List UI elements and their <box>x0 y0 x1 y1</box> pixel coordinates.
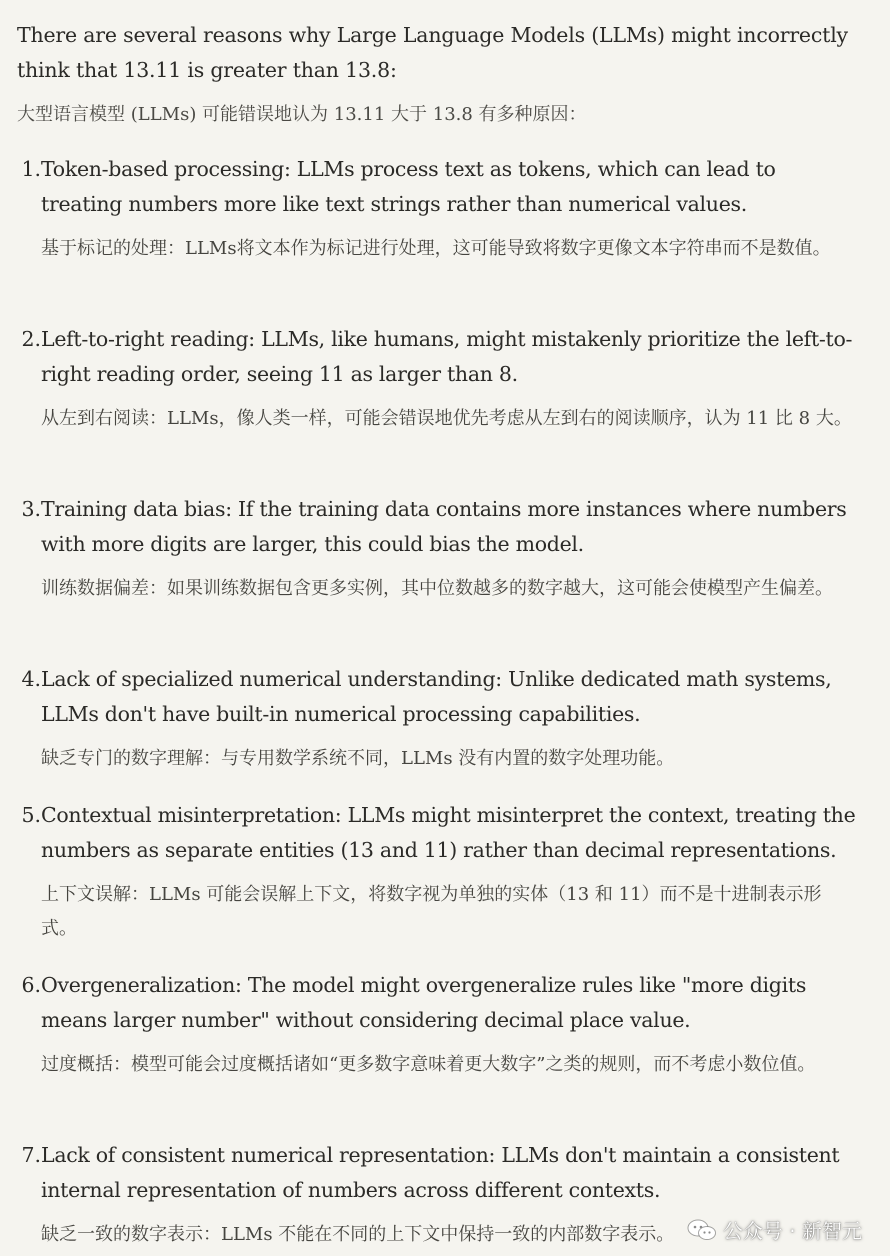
item-english: Lack of consistent numerical representation: LLMs don't maintain a consistent internal representation of numbers across different contexts. <box>41 1143 840 1202</box>
item-english: Lack of specialized numerical understanding: Unlike dedicated math systems, LLMs don't have built-in numerical processing capabilities. <box>41 667 832 726</box>
intro-english: There are several reasons why Large Language Models (LLMs) might incorrectly think that 13.11 is greater than 13.8: <box>17 23 848 82</box>
intro-chinese: 大型语言模型 (LLMs) 可能错误地认为 13.11 大于 13.8 有多种原因： <box>17 104 587 125</box>
item-number: 2. <box>21 327 41 351</box>
item-chinese: 过度概括：模型可能会过度概括诸如“更多数字意味着更大数字”之类的规则，而不考虑小数位值。 <box>41 1054 816 1075</box>
item-chinese: 从左到右阅读：LLMs，像人类一样，可能会错误地优先考虑从左到右的阅读顺序，认为 11 比 8 大。 <box>41 408 852 429</box>
item-number: 5. <box>21 803 41 827</box>
item-chinese: 上下文误解：LLMs 可能会误解上下文，将数字视为单独的实体（13 和 11）而不是十进制表示形式。 <box>41 884 822 939</box>
document-body <box>17 18 877 129</box>
item-chinese: 缺乏专门的数字理解：与专用数学系统不同，LLMs 没有内置的数字处理功能。 <box>41 748 675 769</box>
item-chinese: 训练数据偏差：如果训练数据包含更多实例，其中位数越多的数字越大，这可能会使模型产生偏差。 <box>41 578 833 599</box>
item-number: 1. <box>21 157 41 181</box>
item-chinese: 缺乏一致的数字表示：LLMs 不能在不同的上下文中保持一致的内部数字表示。 <box>41 1224 675 1245</box>
watermark <box>687 1215 862 1244</box>
item-english: Token-based processing: LLMs process text as tokens, which can lead to treating numbers more like text strings rather than numerical values. <box>41 157 776 216</box>
item-number: 6. <box>21 973 41 997</box>
wechat-icon <box>687 1218 717 1242</box>
watermark-text: 公众号 · 新智元 <box>722 1219 862 1243</box>
item-chinese: 基于标记的处理：LLMs将文本作为标记进行处理，这可能导致将数字更像文本字符串而不是数值。 <box>41 238 831 259</box>
item-english: Training data bias: If the training data contains more instances where numbers with more digits are larger, this could bias the model. <box>41 497 847 556</box>
item-number: 4. <box>21 667 41 691</box>
item-english: Overgeneralization: The model might overgeneralize rules like "more digits means larger number" without considering decimal place value. <box>41 973 807 1032</box>
item-english: Left-to-right reading: LLMs, like humans, might mistakenly prioritize the left-to-right reading order, seeing 11 as larger than 8. <box>41 327 853 386</box>
item-english: Contextual misinterpretation: LLMs might misinterpret the context, treating the numbers as separate entities (13 and 11) rather than decimal representations. <box>41 803 856 862</box>
item-number: 7. <box>21 1143 41 1167</box>
item-number: 3. <box>21 497 41 521</box>
